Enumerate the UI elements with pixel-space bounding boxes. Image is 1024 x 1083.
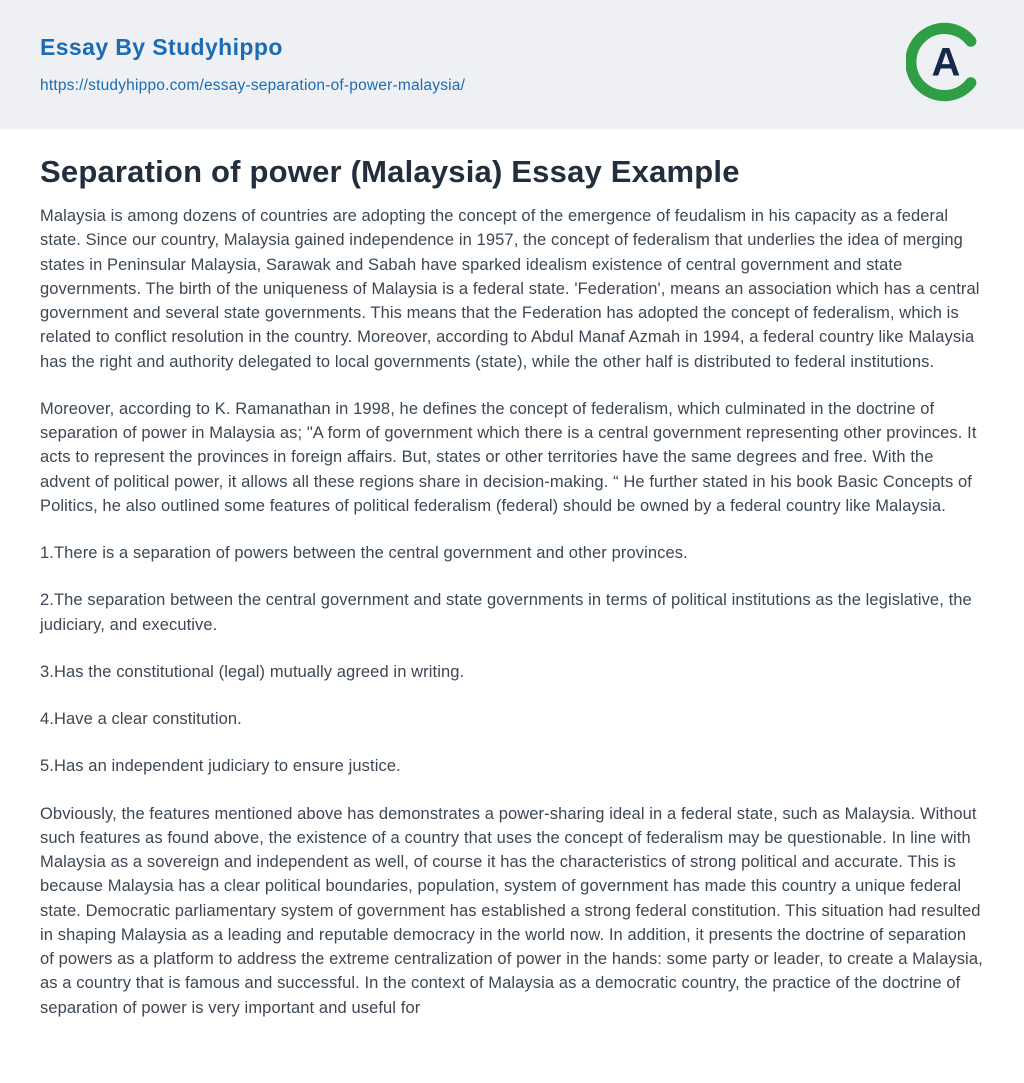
essay-paragraph: Obviously, the features mentioned above has demonstrates a power-sharing ideal in a federal state, such as Malaysia. Without such features as found above, the existence of a country that uses the concept of federalism may be questionable. In line with Malaysia as a sovereign and independent as well, of course it has the characteristics of strong political and accurate. This is because Malaysia has a clear political boundaries, population, system of government has made this country a unique federal state. Democratic parliamentary system of government has established a strong federal constitution. This situation had resulted in shaping Malaysia as a leading and reputable democracy in the world now. In addition, it presents the doctrine of separation of powers as a platform to address the extreme centralization of power in the hands: some party or leader, to create a Malaysia, as a country that is famous and successful. In the context of Malaysia as a democratic country, the practice of the doctrine of separation of power is very important and useful for <box>40 804 983 1017</box>
essay-url-link[interactable]: https://studyhippo.com/essay-separation-of-power-malaysia/ <box>40 77 466 94</box>
site-title-link[interactable]: Essay By Studyhippo <box>40 34 283 60</box>
studyhippo-logo-icon <box>906 22 986 102</box>
site-header <box>0 0 1024 129</box>
essay-list-item: 2.The separation between the central government and state governments in terms of political institutions as the legislative, the judiciary, and executive. <box>40 591 972 634</box>
logo-letter: A <box>931 40 961 85</box>
essay-list-item: 4.Have a clear constitution. <box>40 710 242 729</box>
essay-paragraph: Malaysia is among dozens of countries are adopting the concept of the emergence of feudalism in his capacity as a federal state. Since our country, Malaysia gained independence in 1957, the concept of federalism that underlies the idea of merging states in Peninsular Malaysia, Sarawak and Sabah have sparked idealism existence of central government and state governments. The birth of the uniqueness of Malaysia is a federal state. 'Federation', means an association which has a central government and several state governments. This means that the Federation has adopted the concept of federalism, which is related to conflict resolution in the country. Moreover, according to Abdul Manaf Azmah in 1994, a federal country like Malaysia has the right and authority delegated to local governments (state), while the other half is distributed to federal institutions. <box>40 207 980 371</box>
essay-article <box>0 153 1024 1020</box>
essay-paragraph: Moreover, according to K. Ramanathan in 1998, he defines the concept of federalism, which culminated in the doctrine of separation of power in Malaysia as; "A form of government which there is a central government representing other provinces. It acts to represent the provinces in foreign affairs. But, states or other territories have the same degrees and free. With the advent of political power, it allows all these regions share in decision-making. “ He further stated in his book Basic Concepts of Politics, he also outlined some features of political federalism (federal) should be owned by a federal country like Malaysia. <box>40 399 977 515</box>
essay-list-item: 5.Has an independent judiciary to ensure justice. <box>40 757 401 776</box>
page-title: Separation of power (Malaysia) Essay Example <box>40 154 740 189</box>
essay-list-item: 3.Has the constitutional (legal) mutually agreed in writing. <box>40 662 465 681</box>
essay-list-item: 1.There is a separation of powers between the central government and other provinces. <box>40 544 688 563</box>
